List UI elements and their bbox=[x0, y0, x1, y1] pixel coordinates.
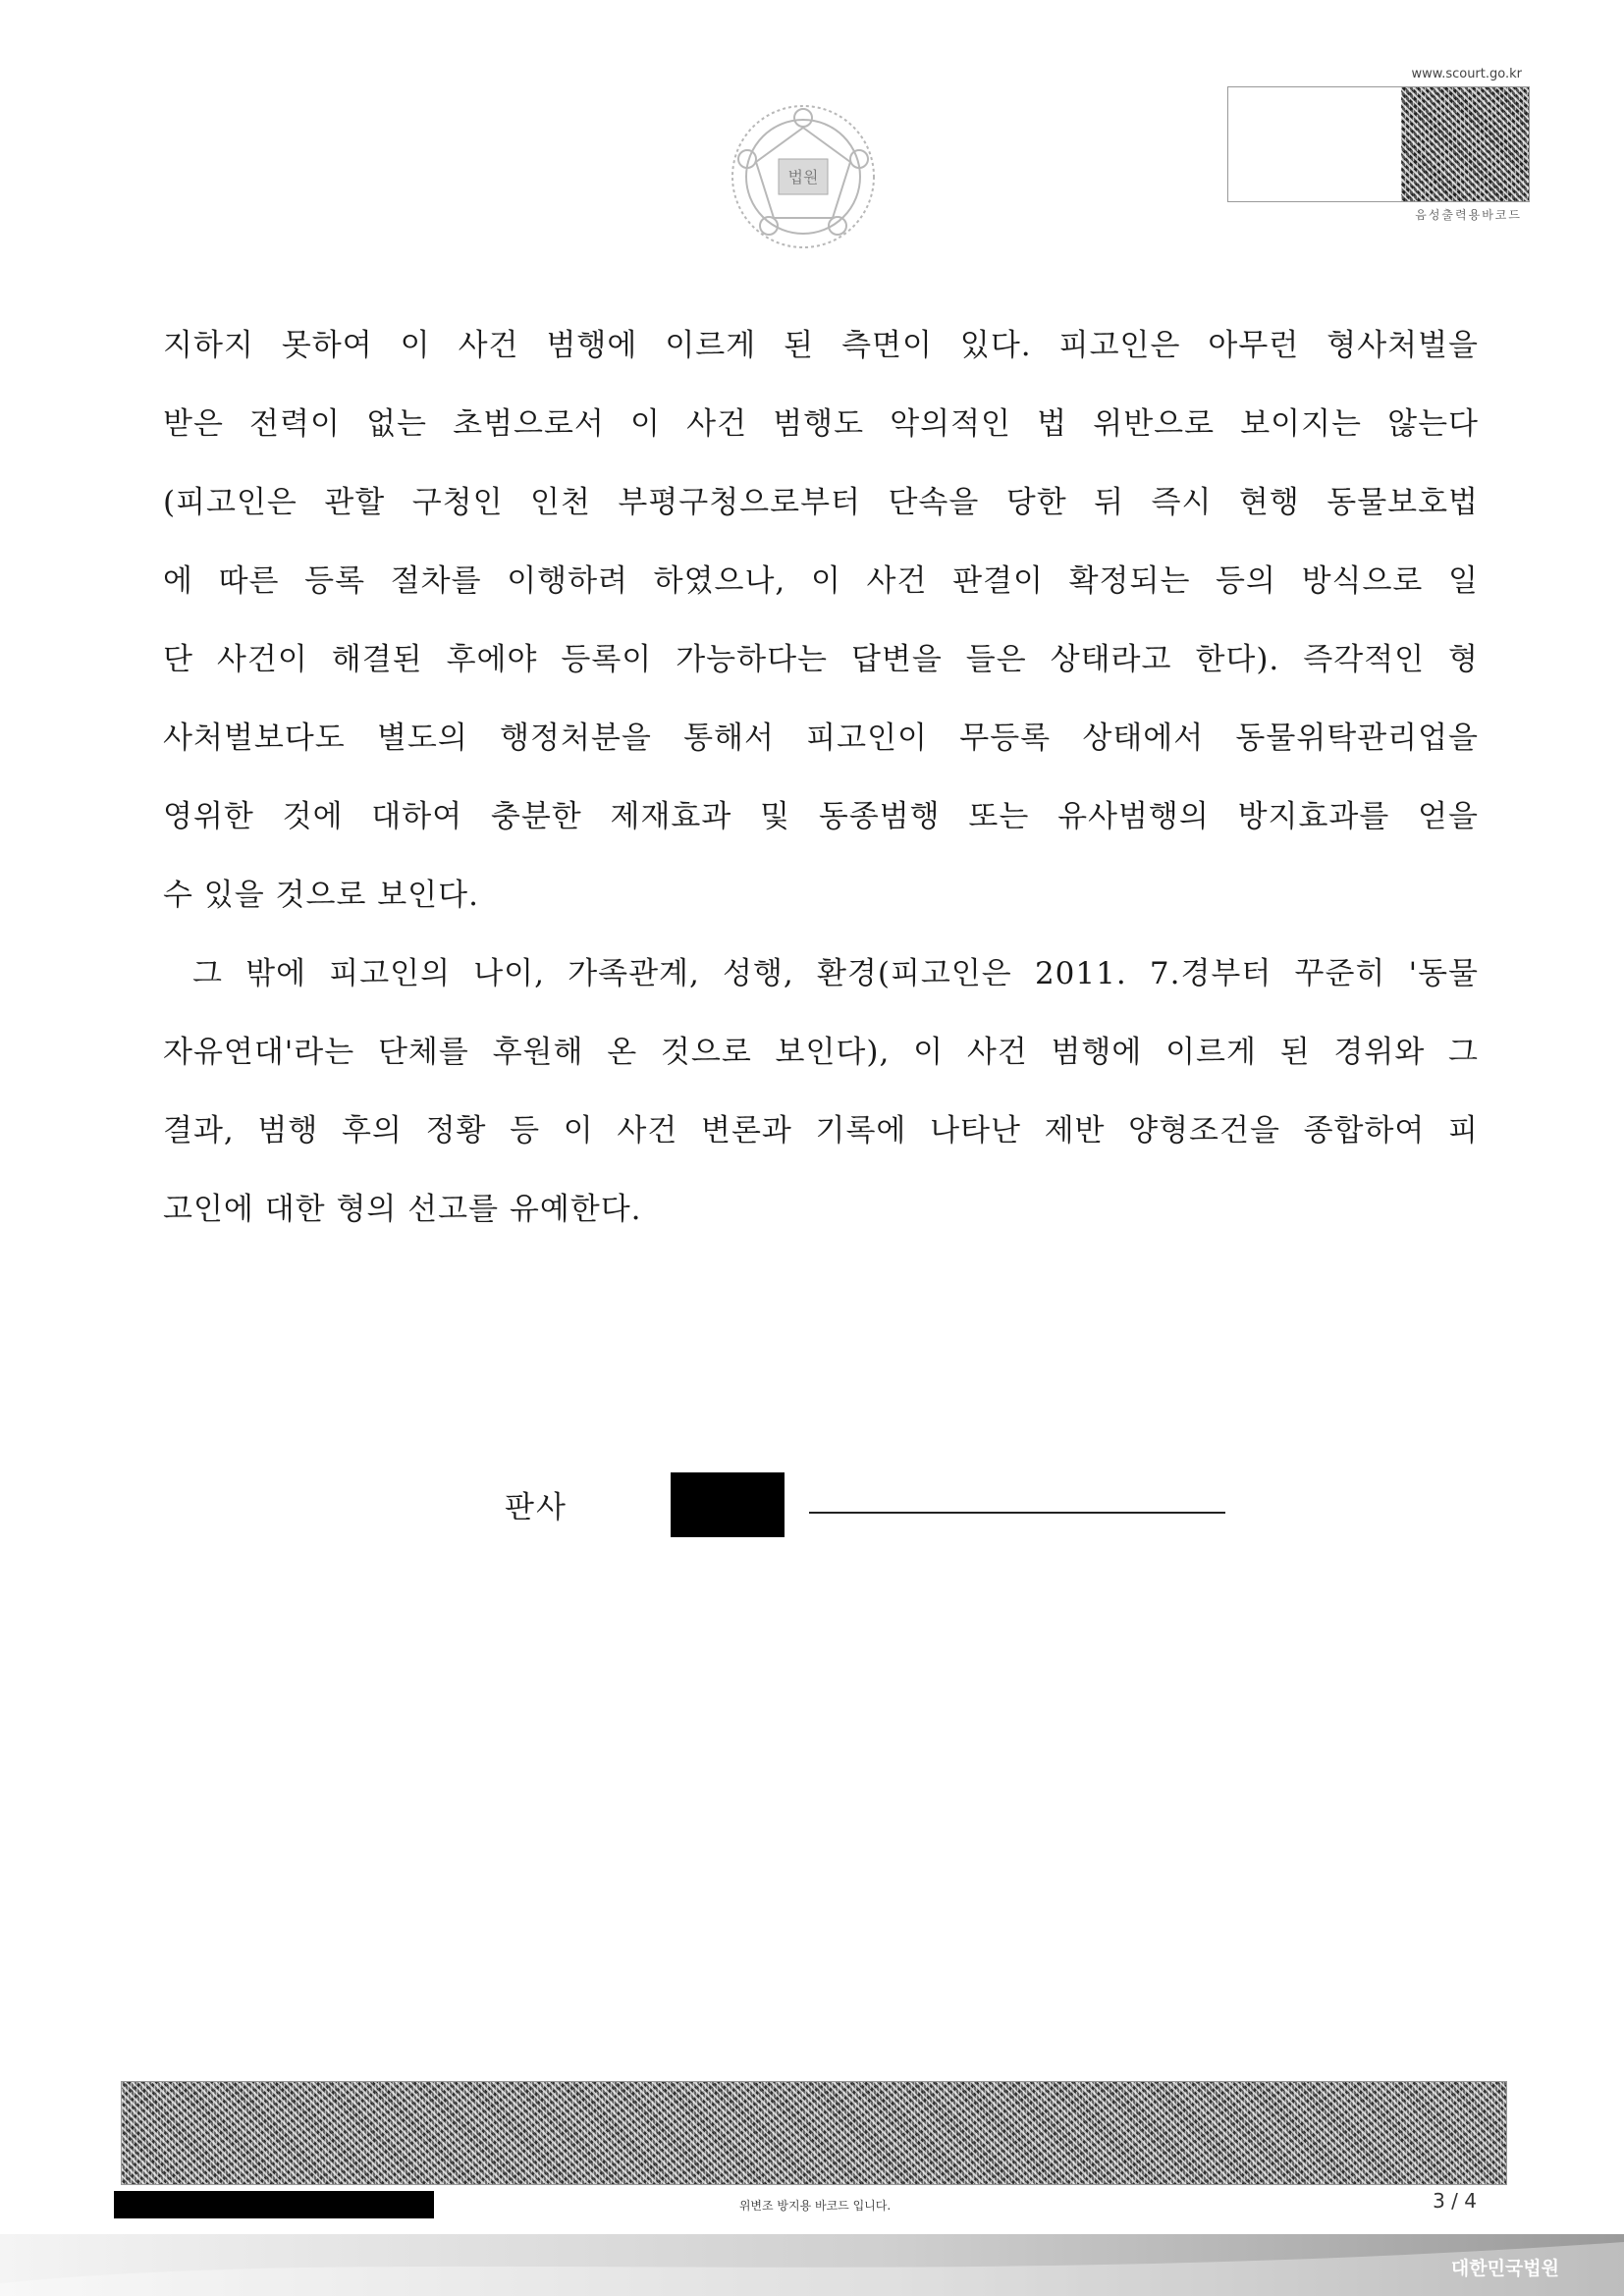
court-url: www.scourt.go.kr bbox=[1411, 67, 1522, 81]
court-seal-icon bbox=[725, 98, 882, 255]
body-line: 자유연대'라는 단체를 후원해 온 것으로 보인다), 이 사건 범행에 이르게 된 경위와 그 bbox=[163, 1035, 1479, 1070]
anti-forgery-barcode bbox=[121, 2081, 1507, 2185]
body-line: 수 있을 것으로 보인다. bbox=[163, 878, 479, 913]
body-line: 그 밖에 피고인의 나이, 가족관계, 성행, 환경(피고인은 2011. 7.경부터 꾸준히 '동물 bbox=[192, 956, 1479, 991]
body-line: 영위한 것에 대하여 충분한 제재효과 및 동종범행 또는 유사범행의 방지효과를 얻을 bbox=[163, 799, 1479, 834]
body-line: 지하지 못하여 이 사건 범행에 이르게 된 측면이 있다. 피고인은 아무런 형사처벌을 bbox=[163, 328, 1479, 363]
body-line: 단 사건이 해결된 후에야 등록이 가능하다는 답변을 들은 상태라고 한다). 즉각적인 형 bbox=[163, 642, 1479, 677]
signature-line bbox=[809, 1512, 1225, 1514]
court-name: 대한민국법원 bbox=[1450, 2258, 1559, 2279]
judge-signature bbox=[0, 1472, 1624, 1541]
footer-band bbox=[0, 2234, 1624, 2296]
voice-barcode-caption: 음성출력용바코드 bbox=[1415, 208, 1522, 222]
body-line: 사처벌보다도 별도의 행정처분을 통해서 피고인이 무등록 상태에서 동물위탁관리업을 bbox=[163, 721, 1479, 756]
body-line: 고인에 대한 형의 선고를 유예한다. bbox=[163, 1192, 642, 1227]
seal-text: 법원 bbox=[787, 168, 819, 187]
body-line: 받은 전력이 없는 초범으로서 이 사건 범행도 악의적인 법 위반으로 보이지는 않는다 bbox=[163, 406, 1479, 442]
document-body bbox=[163, 316, 1479, 1258]
body-line: 에 따른 등록 절차를 이행하려 하였으나, 이 사건 판결이 확정되는 등의 방식으로 일 bbox=[163, 563, 1479, 599]
barcode-pattern bbox=[1401, 87, 1529, 201]
redacted-document-id bbox=[114, 2191, 434, 2218]
voice-output-barcode bbox=[1227, 86, 1530, 202]
body-line: (피고인은 관할 구청인 인천 부평구청으로부터 단속을 당한 뒤 즉시 현행 동물보호법 bbox=[163, 485, 1479, 520]
judge-label: 판사 bbox=[505, 1490, 568, 1525]
anti-forgery-caption: 위변조 방지용 바코드 입니다. bbox=[738, 2199, 892, 2213]
page-number: 3 / 4 bbox=[1433, 2189, 1477, 2213]
body-line: 결과, 범행 후의 정황 등 이 사건 변론과 기록에 나타난 제반 양형조건을 종합하여 피 bbox=[163, 1113, 1479, 1148]
footer-swoosh bbox=[0, 2234, 1624, 2296]
redacted-judge-name bbox=[671, 1472, 785, 1537]
